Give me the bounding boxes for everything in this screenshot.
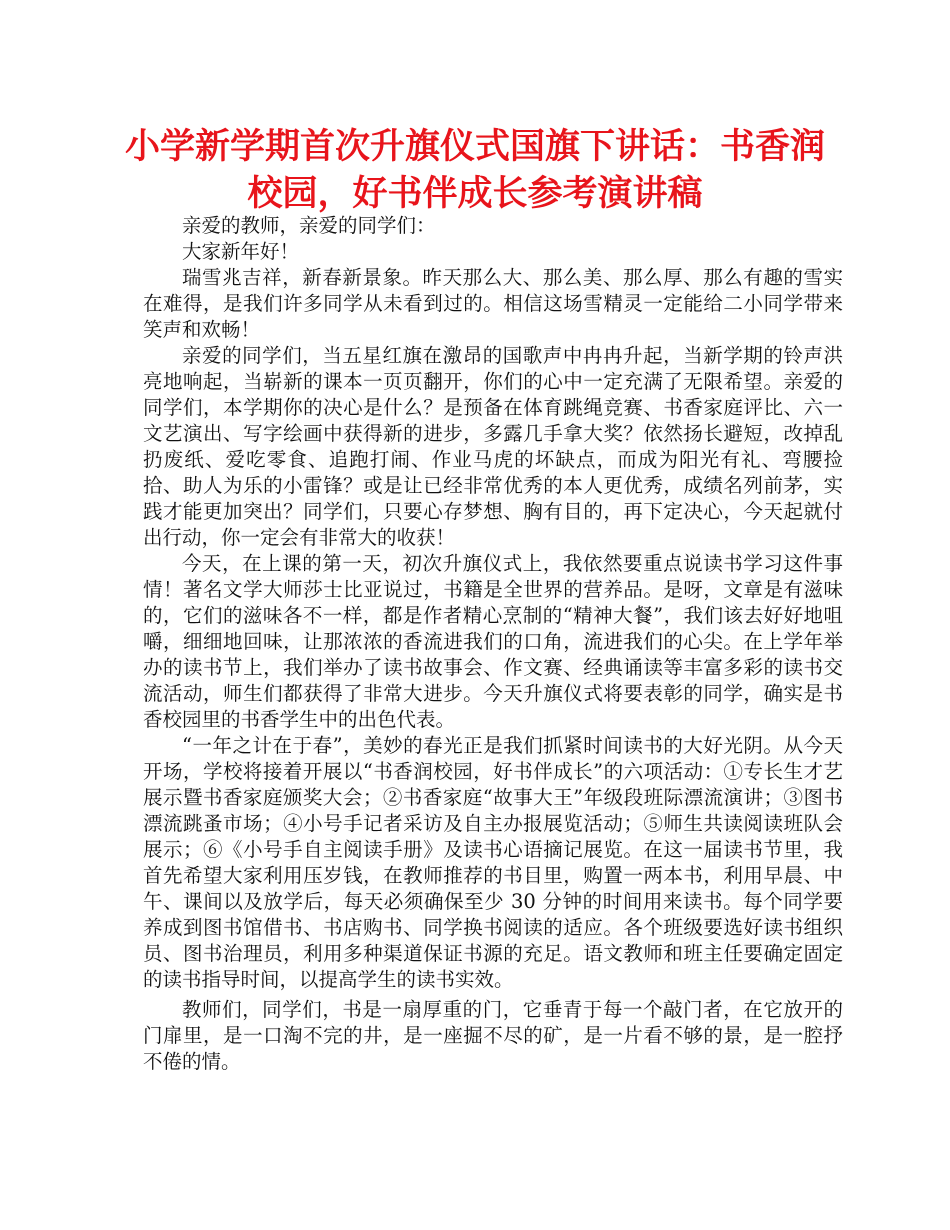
greeting-paragraph: 大家新年好！ (182, 240, 300, 263)
body-paragraph: 教师们，同学们，书是一扇厚重的门，它垂青于每一个敲门者，在它放开的门扉里，是一口淘不完的井，是一座掘不尽的矿，是一片看不够的景，是一腔抒不倦的情。 (143, 998, 843, 1073)
body-paragraph: 亲爱的同学们，当五星红旗在激昂的国歌声中冉冉升起，当新学期的铃声洪亮地响起，当崭新的课本一页页翻开，你们的心中一定充满了无限希望。亲爱的同学们，本学期你的决心是什么？是预备在体育跳绳竞赛、书香家庭评比、六一文艺演出、写字绘画中获得新的进步，多露几手拿大奖？依然扬长避短，改掉乱扔废纸、爱吃零食、追跑打闹、作业马虎的坏缺点，而成为阳光有礼、弯腰捡拾、助人为乐的小雷锋？或是让已经非常优秀的本人更优秀，成绩名列前茅，实践才能更加突出？同学们，只要心存梦想、胸有目的，再下定决心，今天起就付出行动，你一定会有非常大的收获！ (143, 344, 843, 549)
body-paragraph: 瑞雪兆吉祥，新春新景象。昨天那么大、那么美、那么厚、那么有趣的雪实在难得，是我们许多同学从未看到过的。相信这场雪精灵一定能给二小同学带来笑声和欢畅！ (143, 266, 843, 341)
document-body (143, 213, 843, 1075)
body-paragraph: 今天，在上课的第一天，初次升旗仪式上，我依然要重点说读书学习这件事情！著名文学大师莎士比亚说过，书籍是全世界的营养品。是呀，文章是有滋味的，它们的滋味各不一样，都是作者精心烹制的“精神大餐”，我们该去好好地咀嚼，细细地回味，让那浓浓的香流进我们的口角，流进我们的心尖。在上学年举办的读书节上，我们举办了读书故事会、作文赛、经典诵读等丰富多彩的读书交流活动，师生们都获得了非常大进步。今天升旗仪式将要表彰的同学，确实是书香校园里的书香学生中的出色代表。 (143, 552, 843, 731)
body-paragraph: “一年之计在于春”，美妙的春光正是我们抓紧时间读书的大好光阴。从今天开场，学校将接着开展以“书香润校园，好书伴成长”的六项活动：①专长生才艺展示暨书香家庭颁奖大会；②书香家庭“故事大王”年级段班际漂流演讲；③图书漂流跳蚤市场；④小号手记者采访及自主办报展览活动；⑤师生共读阅读班队会展示；⑥《小号手自主阅读手册》及读书心语摘记展览。在这一届读书节里，我首先希望大家利用压岁钱，在教师推荐的书目里，购置一两本书，利用早晨、中午、课间以及放学后，每天必须确保至少 30 分钟的时间用来读书。每个同学要养成到图书馆借书、书店购书、同学换书阅读的适应。各个班级要选好读书组织员、图书治理员，利用多种渠道保证书源的充足。语文教师和班主任要确定固定的读书指导时间，以提高学生的读书实效。 (143, 734, 843, 991)
document-title: 小学新学期首次升旗仪式国旗下讲话：书香润校园，好书伴成长参考演讲稿 (124, 127, 825, 214)
salutation-paragraph: 亲爱的教师，亲爱的同学们： (182, 214, 436, 237)
